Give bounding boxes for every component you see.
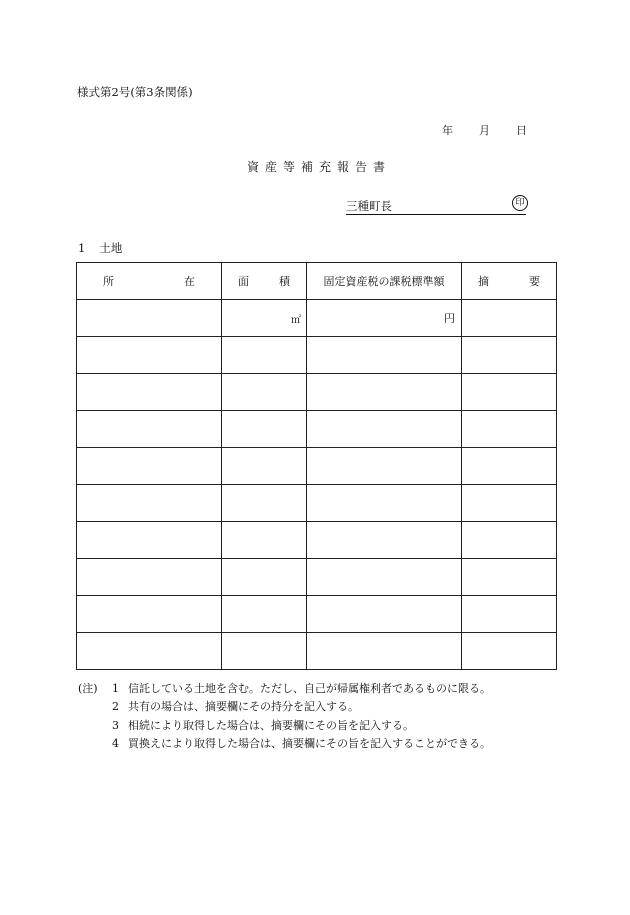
cell-area[interactable] (222, 374, 307, 411)
cell-area[interactable] (222, 485, 307, 522)
cell-location[interactable] (77, 559, 222, 596)
table-row (77, 485, 557, 522)
cell-remarks[interactable] (462, 411, 557, 448)
cell-assessed-value[interactable] (307, 337, 462, 374)
date-month-label: 月 (479, 124, 490, 137)
header-assessed-value: 固定資産税の課税標準額 (307, 263, 462, 300)
cell-location[interactable] (77, 374, 222, 411)
cell-location[interactable] (77, 522, 222, 559)
header-remarks: 摘 要 (462, 263, 557, 300)
cell-remarks[interactable] (462, 485, 557, 522)
header-location: 所 在 (77, 263, 222, 300)
notes-label: (注) (78, 682, 98, 695)
note-item (78, 735, 491, 753)
header-area: 面 積 (222, 263, 307, 300)
note-text: 信託している土地を含む。ただし、自己が帰属権利者であるものに限る。 (128, 682, 491, 695)
note-number: 1 (112, 682, 119, 695)
table-row (77, 300, 557, 337)
cell-assessed-value[interactable] (307, 596, 462, 633)
seal-icon: 印 (512, 195, 528, 211)
section-heading (78, 240, 122, 256)
cell-assessed-value[interactable] (307, 633, 462, 670)
recipient-line (346, 198, 526, 215)
cell-assessed-value[interactable] (307, 522, 462, 559)
cell-assessed-value[interactable] (307, 485, 462, 522)
form-number: 様式第2号(第3条関係) (77, 85, 193, 99)
recipient-name: 三種町長 (346, 199, 392, 213)
cell-location[interactable] (77, 485, 222, 522)
cell-area[interactable] (222, 633, 307, 670)
notes (78, 680, 491, 754)
area-unit-label: ㎡ (291, 314, 301, 326)
note-text: 買換えにより取得した場合は、摘要欄にその旨を記入することができる。 (128, 737, 491, 751)
table-row (77, 522, 557, 559)
cell-assessed-value[interactable] (307, 374, 462, 411)
table-row (77, 559, 557, 596)
cell-area[interactable] (222, 411, 307, 448)
cell-location[interactable] (77, 337, 222, 374)
section-number: 1 (78, 241, 86, 255)
table-row (77, 337, 557, 374)
cell-area[interactable] (222, 337, 307, 374)
cell-remarks[interactable] (462, 633, 557, 670)
date-day-label: 日 (516, 124, 527, 137)
cell-location[interactable] (77, 411, 222, 448)
cell-area[interactable] (222, 559, 307, 596)
cell-location[interactable] (77, 300, 222, 337)
cell-assessed-value[interactable] (307, 300, 462, 337)
cell-remarks[interactable] (462, 337, 557, 374)
cell-remarks[interactable] (462, 448, 557, 485)
table-row (77, 596, 557, 633)
note-number: 4 (112, 737, 119, 751)
table-row (77, 411, 557, 448)
cell-area[interactable] (222, 596, 307, 633)
cell-area[interactable] (222, 448, 307, 485)
cell-remarks[interactable] (462, 300, 557, 337)
cell-assessed-value[interactable] (307, 559, 462, 596)
cell-location[interactable] (77, 448, 222, 485)
cell-remarks[interactable] (462, 522, 557, 559)
cell-assessed-value[interactable] (307, 411, 462, 448)
document-title: 資産等補充報告書 (246, 160, 391, 174)
note-text: 相続により取得した場合は、摘要欄にその旨を記入する。 (128, 718, 414, 732)
cell-assessed-value[interactable] (307, 448, 462, 485)
note-number: 2 (112, 700, 119, 714)
note-number: 3 (112, 718, 119, 732)
table-row (77, 448, 557, 485)
cell-area[interactable] (222, 300, 307, 337)
cell-area[interactable] (222, 522, 307, 559)
table-row (77, 633, 557, 670)
date-line (442, 122, 527, 138)
cell-location[interactable] (77, 596, 222, 633)
date-year-label: 年 (442, 124, 453, 137)
value-unit-label: 円 (444, 312, 455, 325)
cell-remarks[interactable] (462, 596, 557, 633)
table-row (77, 374, 557, 411)
note-text: 共有の場合は、摘要欄にその持分を記入する。 (128, 700, 359, 714)
cell-remarks[interactable] (462, 374, 557, 411)
table-header-row (77, 263, 557, 300)
cell-remarks[interactable] (462, 559, 557, 596)
section-title: 土地 (99, 241, 123, 255)
land-table (76, 262, 557, 670)
cell-location[interactable] (77, 633, 222, 670)
note-item (78, 680, 491, 698)
note-item (78, 698, 491, 716)
note-item (78, 717, 491, 735)
